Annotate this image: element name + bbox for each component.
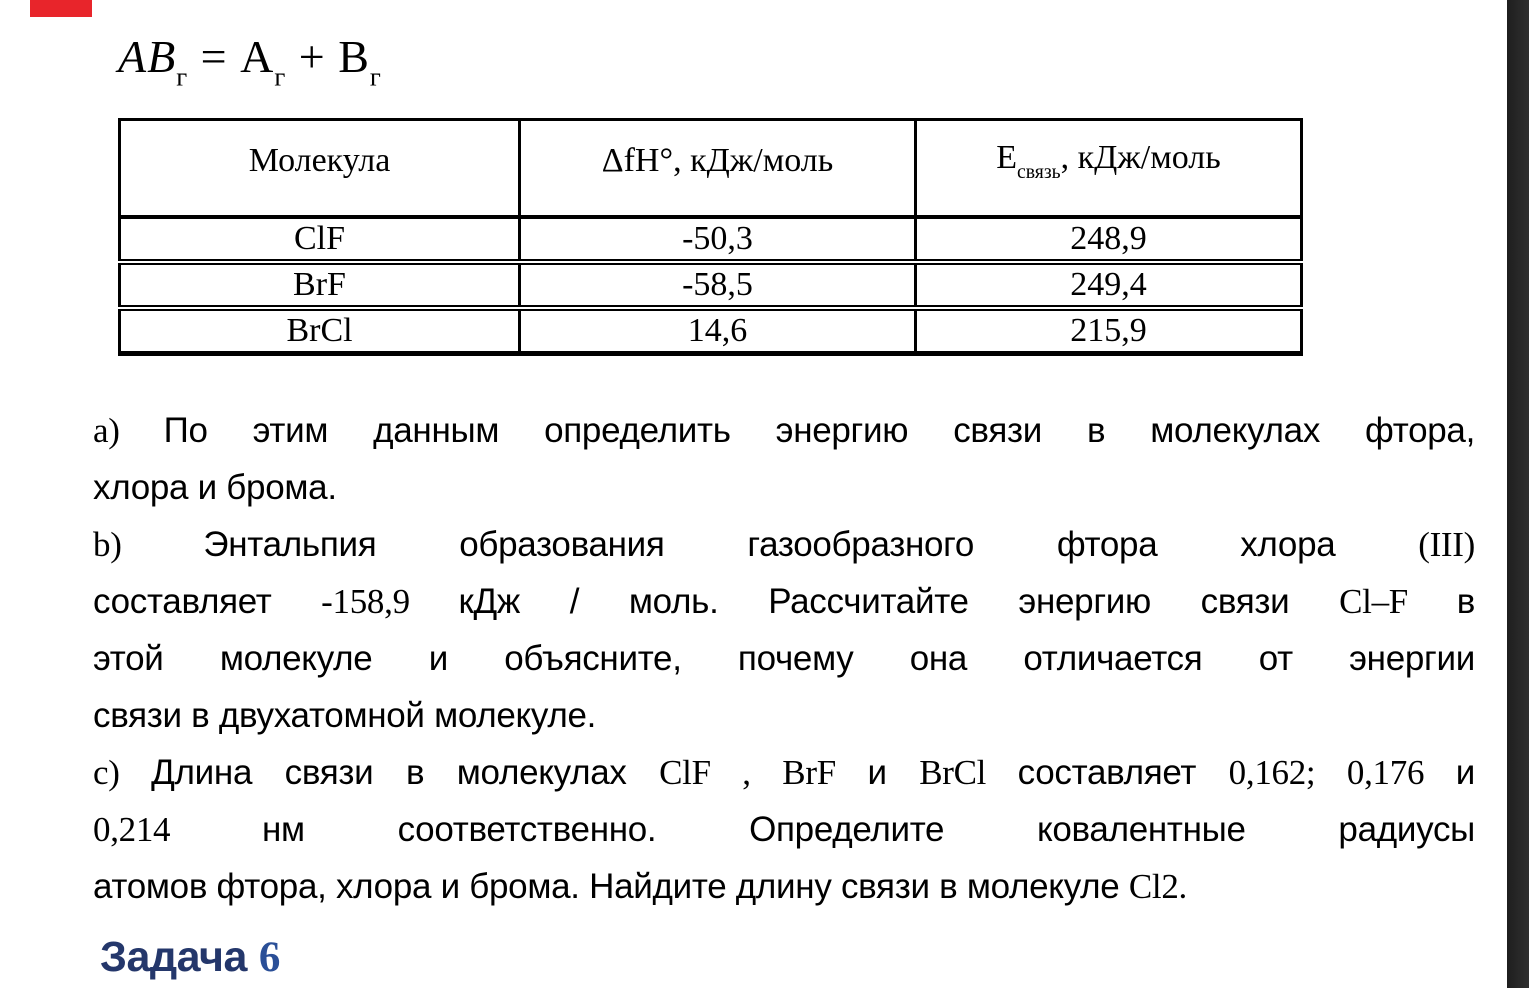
document-content (93, 0, 1475, 983)
text-segment: E (996, 138, 1017, 176)
page-edge-strip (1507, 0, 1529, 988)
text-segment: -158,9 (321, 582, 459, 622)
task-heading (100, 932, 1475, 983)
text-segment: атомов фтора, хлора и брома. Найдите длину связи в молекуле (93, 867, 1129, 907)
table-cell: 215,9 (916, 308, 1302, 354)
text-segment: Cl–F (1339, 582, 1457, 622)
text-segment: составляет (93, 582, 322, 622)
paragraph-line (93, 459, 1475, 516)
table-header-row (120, 120, 1302, 218)
text-segment: связь (1016, 160, 1061, 183)
reaction-formula (118, 30, 1475, 92)
text-segment: Энтальпия образования газообразного фтора хлора (203, 525, 1419, 565)
column-header-dfh (520, 120, 916, 218)
text-segment: этой молекуле и объясните, почему она отличается от энергии (93, 639, 1475, 679)
table-body (120, 217, 1302, 354)
text-segment: и (1455, 753, 1475, 793)
text-segment: AB (118, 31, 177, 82)
text-segment: нм соответственно. Определите ковалентные радиусы (262, 810, 1476, 850)
table-cell: BrCl (120, 308, 520, 354)
paragraph (93, 744, 1475, 915)
paragraph (93, 402, 1475, 516)
text-segment: , кДж/моль (1060, 138, 1221, 176)
paragraph-line (93, 801, 1475, 858)
paragraph-line (93, 687, 1475, 744)
text-segment: По этим данным определить энергию связи в молекулах фтора, (163, 411, 1475, 451)
table-cell: -50,3 (520, 217, 916, 262)
text-segment: 0,162; 0,176 (1228, 753, 1456, 793)
text-segment: 0,214 (93, 810, 263, 850)
task-heading-number: 6 (258, 934, 281, 982)
table-cell: 249,4 (916, 262, 1302, 308)
text-segment: в (1456, 582, 1475, 622)
task-heading-word: Задача (100, 933, 247, 982)
text-segment: BrCl (919, 753, 1018, 793)
text-segment: a) (93, 411, 164, 451)
paragraph-line (93, 402, 1475, 459)
table-row (120, 262, 1302, 308)
paragraph-line (93, 630, 1475, 687)
text-segment: ΔfH°, кДж/моль (601, 142, 834, 180)
red-marker (30, 0, 92, 17)
paragraph-line (93, 573, 1475, 630)
column-header-ebond (916, 120, 1302, 218)
paragraph-line (93, 744, 1475, 801)
text-segment: г (274, 61, 287, 92)
table-cell: BrF (120, 262, 520, 308)
text-segment: г (176, 61, 189, 92)
text-segment: г (369, 61, 382, 92)
paragraph-line (93, 516, 1475, 573)
table-cell: -58,5 (520, 262, 916, 308)
text-segment: = A (188, 31, 275, 82)
text-segment: b) (93, 525, 204, 565)
text-segment: хлора и брома. (93, 468, 337, 508)
text-segment: c) (93, 753, 152, 793)
paragraph (93, 516, 1475, 744)
table-row (120, 217, 1302, 262)
text-segment: Cl2. (1128, 867, 1187, 907)
table-cell: 248,9 (916, 217, 1302, 262)
column-header-molecule (120, 120, 520, 218)
paragraph-line (93, 858, 1475, 915)
table-row (120, 308, 1302, 354)
text-segment: составляет (1017, 753, 1229, 793)
text-segment: кДж / моль. Рассчитайте энергию связи (458, 582, 1340, 622)
table-cell: 14,6 (520, 308, 916, 354)
text-segment: и (867, 753, 920, 793)
text-segment: Длина связи в молекулах (151, 753, 660, 793)
table-cell: ClF (120, 217, 520, 262)
body-paragraphs (93, 402, 1475, 915)
text-segment: (III) (1418, 525, 1475, 565)
text-segment: Молекула (248, 142, 391, 180)
text-segment: + B (286, 31, 370, 82)
bond-energy-table (118, 118, 1303, 356)
text-segment: ClF , BrF (659, 753, 868, 793)
text-segment: связи в двухатомной молекуле. (93, 696, 597, 736)
